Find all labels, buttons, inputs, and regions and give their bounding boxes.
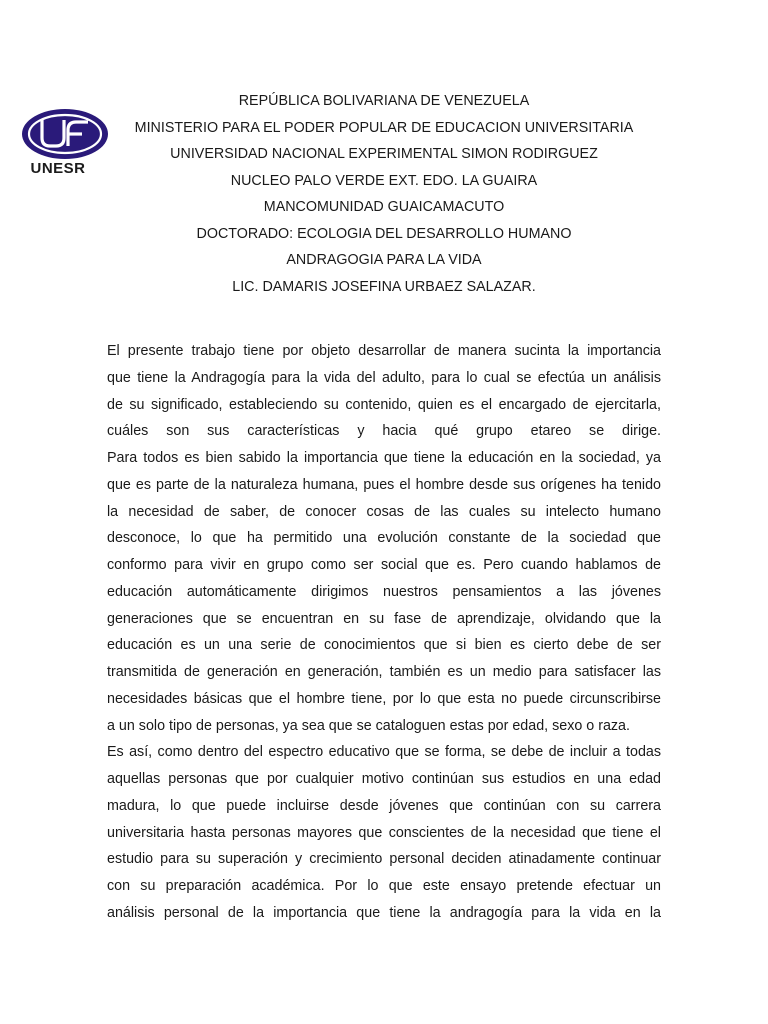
body-line: que es parte de la naturaleza humana, pues el hombre desde sus orígenes ha tenido [107, 476, 661, 493]
body-line: a un solo tipo de personas, ya sea que se cataloguen estas por edad, sexo o raza. [107, 717, 630, 734]
body-line: aquellas personas que por cualquier motivo continúan sus estudios en una edad [107, 771, 661, 787]
header-line: DOCTORADO: ECOLOGIA DEL DESARROLLO HUMANO [196, 225, 572, 242]
body-line: educación automáticamente dirigimos nuestros pensamientos a las jóvenes [107, 583, 661, 600]
body-line: desconoce, lo que ha permitido una evolución constante de la sociedad que [107, 530, 661, 547]
document-header [100, 88, 668, 300]
header-line: MANCOMUNIDAD GUAICAMACUTO [263, 199, 505, 215]
document-body [107, 338, 661, 927]
body-line: que tiene la Andragogía para la vida del adulto, para lo cual se efectúa un análisis [107, 369, 661, 386]
body-line: de su significado, estableciendo su contenido, quien es el encargado de ejercitarla, [107, 396, 661, 413]
body-line: necesidades básicas que el hombre tiene, por lo que esta no puede circunscribirse [107, 690, 661, 707]
body-line: El presente trabajo tiene por objeto desarrollar de manera sucinta la importancia [107, 343, 661, 359]
body-line: con su preparación académica. Por lo que este ensayo pretende efectuar un [107, 878, 661, 894]
body-line: madura, lo que puede incluirse desde jóvenes que continúan con su carrera [107, 797, 661, 814]
body-line: la necesidad de saber, de conocer cosas de las cuales su intelecto humano [107, 503, 661, 520]
body-line: universitaria hasta personas mayores que conscientes de la necesidad que tiene el [107, 824, 661, 841]
header-line: LIC. DAMARIS JOSEFINA URBAEZ SALAZAR. [232, 278, 536, 295]
header-line: UNIVERSIDAD NACIONAL EXPERIMENTAL SIMON RODIRGUEZ [170, 146, 598, 162]
body-line: estudio para su superación y crecimiento personal deciden atinadamente continuar [107, 851, 661, 868]
body-line: conformo para vivir en grupo como ser social que es. Pero cuando hablamos de [107, 557, 661, 573]
body-line: generaciones que se encuentran en su fase de aprendizaje, olvidando que la [107, 610, 661, 627]
header-line: REPÚBLICA BOLIVARIANA DE VENEZUELA [238, 93, 530, 109]
body-line: análisis personal de la importancia que tiene la andragogía para la vida en la [107, 904, 661, 921]
header-line: NUCLEO PALO VERDE EXT. EDO. LA GUAIRA [230, 172, 538, 189]
body-line: cuáles son sus características y hacia qué grupo etareo se dirige. [107, 423, 661, 440]
body-line: Para todos es bien sabido la importancia que tiene la educación en la sociedad, ya [107, 450, 661, 466]
body-line: educación es un una serie de conocimientos que si bien es cierto debe de ser [107, 637, 661, 654]
unesr-emblem-icon [20, 106, 110, 162]
body-line: transmitida de generación en generación, también es un medio para satisfacer las [107, 664, 661, 680]
logo-label: UNESR [30, 160, 86, 177]
header-line: ANDRAGOGIA PARA LA VIDA [286, 252, 482, 268]
header-line: MINISTERIO PARA EL PODER POPULAR DE EDUCACION UNIVERSITARIA [134, 119, 634, 136]
body-line: Es así, como dentro del espectro educativo que se forma, se debe de incluir a todas [107, 744, 661, 761]
